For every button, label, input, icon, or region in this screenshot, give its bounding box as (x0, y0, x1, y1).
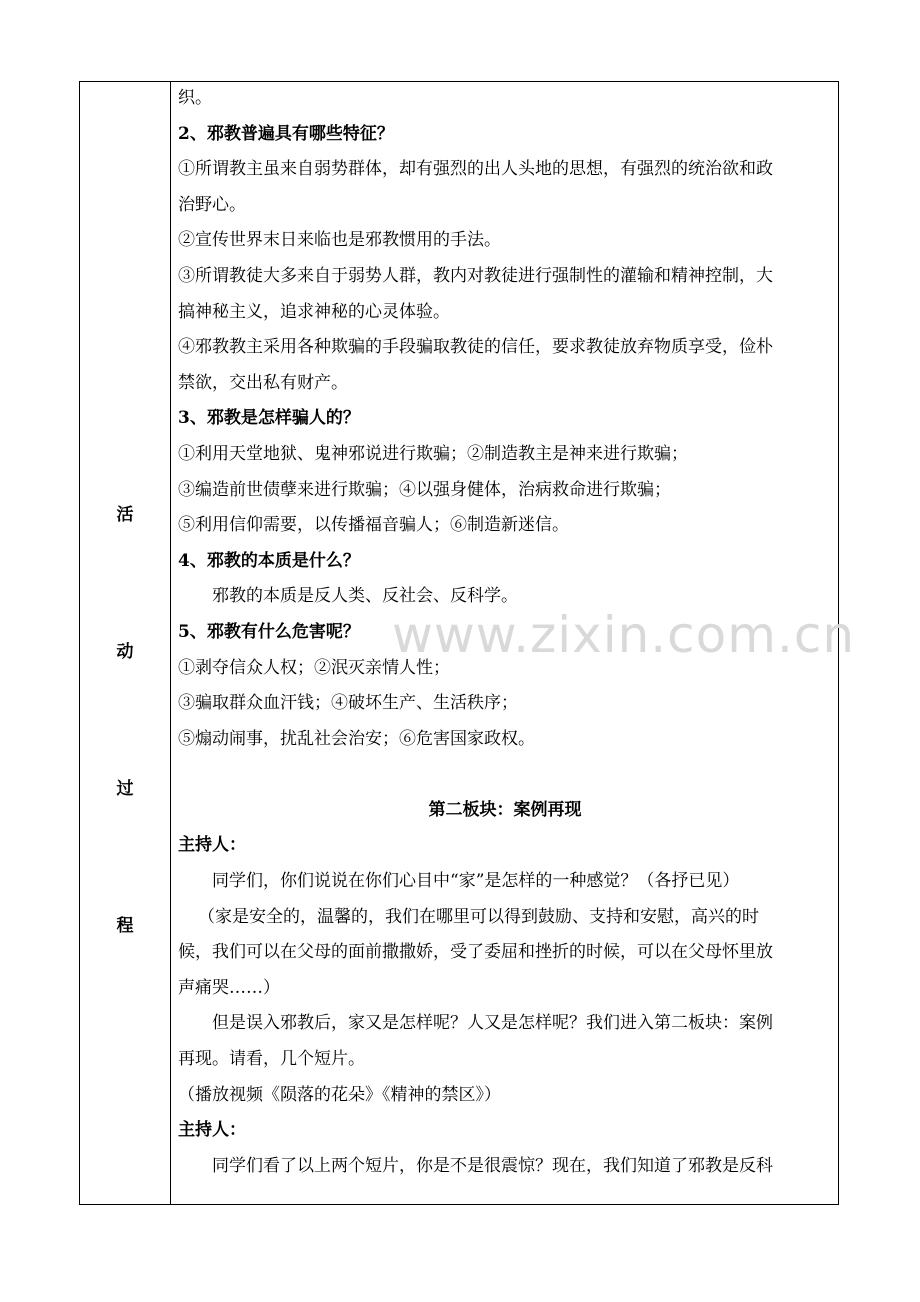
text-line: 同学们，你们说说在你们心目中“家”是怎样的一种感觉？（各抒已见） (212, 871, 740, 892)
side-label-char-3: 过 (116, 779, 134, 799)
text-line: ③编造前世债孽来进行欺骗；④以强身健体，治病救命进行欺骗； (178, 479, 671, 500)
text-line: 声痛哭……） (178, 977, 280, 998)
side-label-char-2: 动 (116, 642, 134, 662)
section-heading: 4、邪教的本质是什么？ (178, 550, 360, 571)
section-heading: 5、邪教有什么危害呢？ (178, 621, 360, 642)
text-line: ①所谓教主虽来自弱势群体，却有强烈的出人头地的思想，有强烈的统治欲和政 (178, 159, 773, 180)
column-divider (170, 81, 171, 1205)
text-line (178, 757, 832, 793)
text-line: ②宣传世界末日来临也是邪教惯用的手法。 (178, 230, 501, 251)
text-line: 候，我们可以在父母的面前撒撒娇，受了委屈和挫折的时候，可以在父母怀里放 (178, 942, 773, 963)
text-line: 邪教的本质是反人类、反社会、反科学。 (212, 586, 518, 607)
text-line: ③骗取群众血汗钱；④破坏生产、生活秩序； (178, 693, 518, 714)
section-heading: 主持人： (178, 835, 246, 856)
text-line: 但是误入邪教后，家又是怎样呢？人又是怎样呢？我们进入第二板块：案例 (212, 1013, 773, 1034)
text-line: 再现。请看，几个短片。 (178, 1049, 365, 1070)
section-heading: 3、邪教是怎样骗人的？ (178, 408, 360, 429)
side-label-char-1: 活 (116, 505, 134, 525)
text-line: ①剥夺信众人权；②泯灭亲情人性； (178, 657, 450, 678)
text-line: 禁欲，交出私有财产。 (178, 372, 348, 393)
section-heading: 主持人： (178, 1120, 246, 1141)
watermark: www.zixin.com.cn (392, 606, 856, 664)
section-heading: 2、邪教普遍具有哪些特征？ (178, 123, 394, 144)
text-line: （家是安全的，温馨的，我们在哪里可以得到鼓励、支持和安慰，高兴的时 (198, 906, 759, 927)
text-line: ⑤利用信仰需要，以传播福音骗人；⑥制造新迷信。 (178, 515, 569, 536)
text-line: （播放视频《陨落的花朵》《精神的禁区》） (178, 1084, 501, 1105)
text-line: ①利用天堂地狱、鬼神邪说进行欺骗；②制造教主是神来进行欺骗； (178, 443, 688, 464)
text-line: 织。 (178, 88, 212, 108)
block-title: 第二板块：案例再现 (428, 799, 582, 820)
text-line: ③所谓教徒大多来自于弱势人群，教内对教徒进行强制性的灌输和精神控制，大 (178, 265, 773, 286)
text-line: 搞神秘主义，追求神秘的心灵体验。 (178, 301, 450, 322)
text-line: ⑤煽动闹事，扰乱社会治安；⑥危害国家政权。 (178, 728, 535, 749)
text-line: 同学们看了以上两个短片，你是不是很震惊？现在，我们知道了邪教是反科 (212, 1155, 773, 1176)
text-line: ④邪教教主采用各种欺骗的手段骗取教徒的信任，要求教徒放弃物质享受，俭朴 (178, 337, 773, 358)
text-line: 治野心。 (178, 194, 246, 215)
side-label-char-4: 程 (116, 916, 134, 936)
